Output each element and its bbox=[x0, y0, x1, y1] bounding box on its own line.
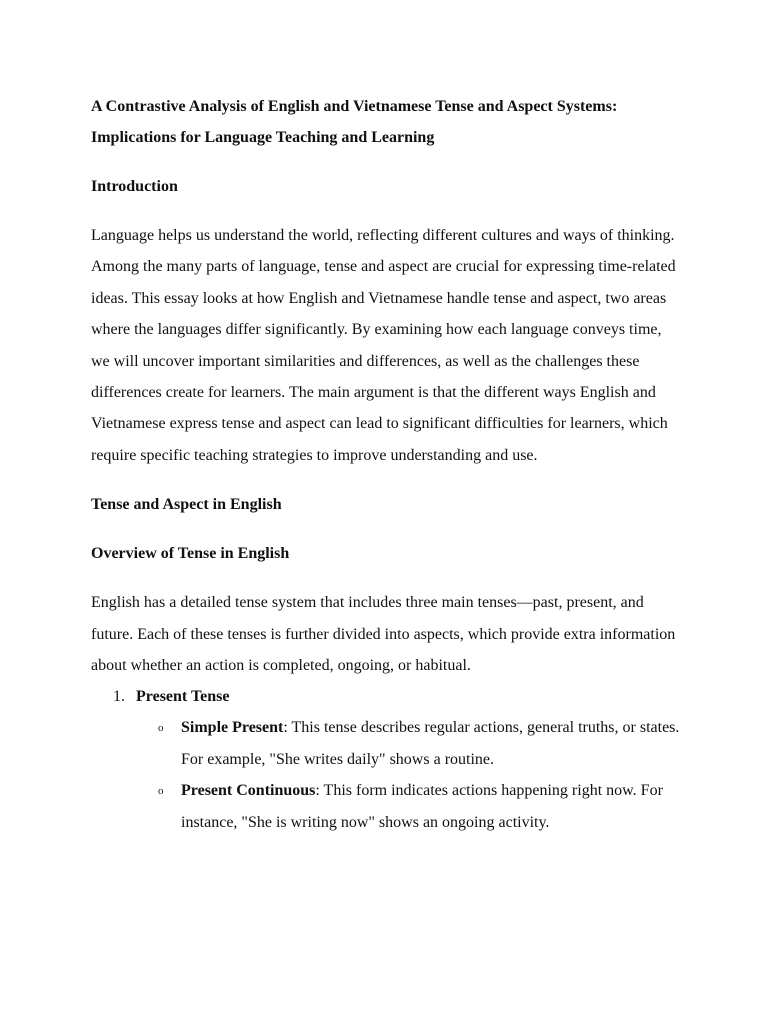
list-item-number: 1. bbox=[113, 688, 125, 706]
overview-paragraph: English has a detailed tense system that includes three main tenses—past, present, and future. Each of these tenses is further divided into aspects, which provide extra information about whether an action is completed, ongoing, or habitual. bbox=[91, 594, 676, 675]
introduction-heading: Introduction bbox=[91, 178, 178, 195]
sublist-item-term: Present Continuous bbox=[181, 782, 316, 800]
sublist-item-text: : This tense describes regular actions, general truths, or states. For example, "She writes daily" shows a routine. bbox=[181, 719, 680, 768]
overview-heading: Overview of Tense in English bbox=[91, 545, 290, 563]
sublist bbox=[91, 712, 681, 838]
list-item bbox=[91, 681, 681, 838]
sublist-item bbox=[91, 775, 681, 838]
document-title bbox=[91, 91, 681, 153]
tense-aspect-english-heading: Tense and Aspect in English bbox=[91, 496, 282, 514]
tense-list bbox=[91, 681, 681, 838]
circle-bullet-icon: o bbox=[158, 722, 164, 735]
document-page bbox=[91, 91, 681, 838]
title-line-2: Implications for Language Teaching and Learning bbox=[91, 129, 435, 146]
sublist-item-term: Simple Present bbox=[181, 719, 284, 737]
title-line-1: A Contrastive Analysis of English and Vietnamese Tense and Aspect Systems: bbox=[91, 98, 618, 115]
circle-bullet-icon: o bbox=[158, 785, 164, 798]
list-item-label: Present Tense bbox=[136, 688, 230, 706]
sublist-item-text: : This form indicates actions happening right now. For instance, "She is writing now" shows an ongoing activity. bbox=[181, 782, 663, 831]
sublist-item bbox=[91, 712, 681, 775]
introduction-paragraph: Language helps us understand the world, reflecting different cultures and ways of thinking. Among the many parts of language, tense and aspect are crucial for expressing time-related ideas. This essay looks at how English and Vietnamese handle tense and aspect, two areas where the languages differ significantly. By examining how each language conveys time, we will uncover important similarities and differences, as well as the challenges these differences create for learners. The main argument is that the different ways English and Vietnamese express tense and aspect can lead to significant difficulties for learners, which require specific teaching strategies to improve understanding and use. bbox=[91, 227, 676, 464]
list-item-heading bbox=[91, 681, 681, 712]
